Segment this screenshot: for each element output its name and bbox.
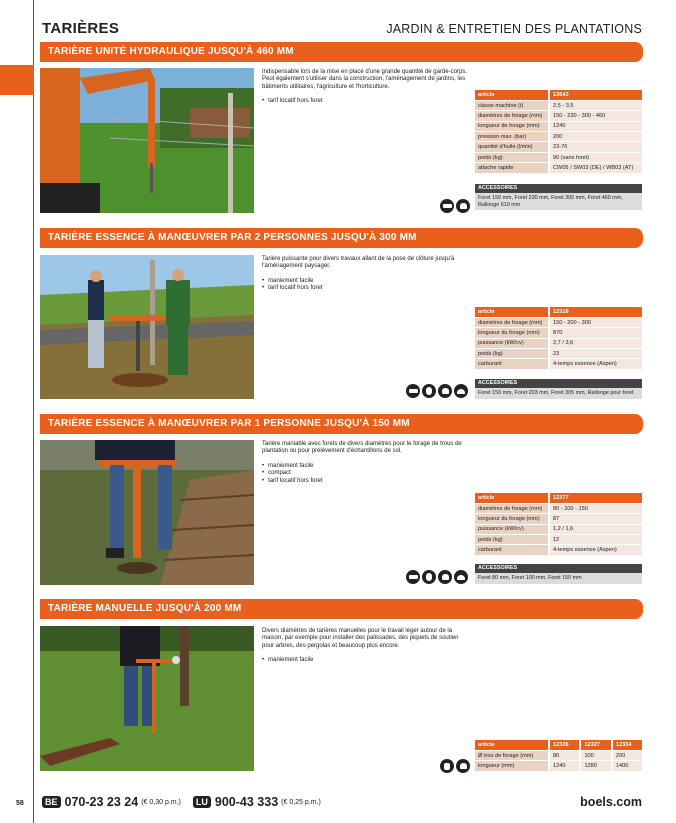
accessories-header: ACCESSOIRES [475, 564, 642, 573]
chapter-tab [0, 65, 34, 95]
spec-key: attache rapide [475, 163, 549, 173]
accessories-box [475, 564, 642, 584]
spec-key: longueur du forage (mm) [475, 514, 549, 524]
spec-value: 12327 [580, 740, 611, 750]
price-be: (€ 0,30 p.m.) [141, 798, 181, 806]
margin-rule [33, 0, 34, 823]
product-title-bar: TARIÈRE ESSENCE À MANŒUVRER PAR 1 PERSONNE JUSQU'À 150 MM [40, 414, 643, 434]
hand-icon [438, 570, 452, 584]
excavator-icon [406, 570, 420, 584]
spec-key: puissance (kW/cv) [475, 524, 549, 534]
spec-value: 200 [549, 132, 642, 142]
feature-list [262, 278, 472, 293]
description-text: Tarière maniable avec forets de divers diamètres pour le forage de trous de plantation ou pour prélèvement d'échantillons de sol. [262, 441, 462, 455]
country-badge-lu: LU [193, 796, 211, 808]
spec-value: 870 [549, 328, 642, 338]
spec-value: 4-temps essence (Aspen) [549, 359, 642, 369]
spec-key: diamètres de forage (mm) [475, 317, 549, 327]
excavator-icon [440, 199, 454, 213]
spec-key: longueur de forage (mm) [475, 121, 549, 131]
safety-icons [406, 384, 468, 398]
spec-table [475, 740, 642, 772]
spec-value: CW05 / SW03 (DE) / WB03 (AT) [549, 163, 642, 173]
page-number: 58 [16, 800, 24, 807]
description-text: Tarière puissante pour divers travaux allant de la pose de clôture jusqu'à l'aménagement paysager. [262, 256, 455, 270]
feature-item: • compact [262, 470, 472, 478]
hand-icon [456, 759, 470, 773]
spec-key: carburant [475, 359, 549, 369]
spec-key: poids (kg) [475, 152, 549, 162]
phone-be[interactable]: 070-23 23 24 [64, 795, 139, 809]
spec-key: longueur (mm) [475, 761, 549, 771]
country-badge-be: BE [42, 796, 61, 808]
spec-value: 1240 [549, 761, 580, 771]
spec-key: poids (kg) [475, 349, 549, 359]
spec-value: 80 - 100 - 150 [549, 503, 642, 513]
spec-key: diamètres de forage (mm) [475, 111, 549, 121]
spec-key: quantité d'huile (l/min) [475, 142, 549, 152]
description-text: Divers diamètres de tarières manuelles pour le travail léger autour de la maison, par exemple pour installer des palissades, des piquets de soutien pour arbres, des pergolas et beaucoup plus encore. [262, 628, 459, 649]
accessories-list: Foret 150 mm, Foret 203 mm, Foret 305 mm, Rallonge pour foret [475, 388, 642, 399]
spec-key: diamètres de forage (mm) [475, 503, 549, 513]
footer-contact [42, 795, 333, 809]
spec-key: Ø trou de forage (mm) [475, 750, 549, 760]
accessories-list: Foret 150 mm, Foret 230 mm, Foret 300 mm, Foret 460 mm, Rallonge 610 mm [475, 193, 642, 210]
spec-key: longueur du forage (mm) [475, 328, 549, 338]
spec-value: 150 - 230 - 300 - 460 [549, 111, 642, 121]
description-text: Indispensable lors de la mise en place d'une grande quantité de garde-corps. Peut également s'utiliser dans la construction, l'aménagement de jardins, les bâtiments utilitaires, l'agriculture et l'horticulture. [262, 69, 467, 90]
spec-value: 23 [549, 349, 642, 359]
feature-item: • maniement facile [262, 278, 472, 286]
product-title-bar: TARIÈRE MANUELLE JUSQU'À 200 MM [40, 599, 643, 619]
safety-icons [440, 199, 470, 213]
spec-value: 23-76 [549, 142, 642, 152]
product-photo-hydraulic-auger [40, 68, 254, 213]
spec-value: 2,7 / 3,6 [549, 338, 642, 348]
spec-value: 87 [549, 514, 642, 524]
spec-value: 100 [580, 750, 611, 760]
spec-table [475, 90, 642, 174]
phone-lu[interactable]: 900-43 333 [214, 795, 279, 809]
product-photo-manual-auger [40, 626, 254, 771]
spec-key: article [475, 493, 549, 503]
product-description [262, 69, 472, 106]
spec-value: 12377 [549, 493, 642, 503]
section-title: JARDIN & ENTRETIEN DES PLANTATIONS [386, 22, 642, 36]
spec-value: 4-temps essence (Aspen) [549, 545, 642, 555]
page-title: TARIÈRES [42, 20, 120, 37]
feature-list [262, 657, 472, 665]
spec-value: 12326 [549, 740, 580, 750]
spec-key: carburant [475, 545, 549, 555]
glove-icon [440, 759, 454, 773]
ear-protection-icon [422, 570, 436, 584]
feature-item: • tarif locatif hors foret [262, 285, 472, 293]
safety-icons [440, 759, 470, 773]
feature-item: • maniement facile [262, 657, 472, 665]
accessories-box [475, 379, 642, 399]
helmet-icon [454, 570, 468, 584]
spec-value: 150 - 200 - 300 [549, 317, 642, 327]
website-link[interactable]: boels.com [580, 795, 642, 809]
spec-value: 1240 [549, 121, 642, 131]
spec-value: 12318 [549, 307, 642, 317]
feature-list [262, 98, 472, 106]
spec-key: classe machine (t) [475, 100, 549, 110]
spec-key: puissance (kW/cv) [475, 338, 549, 348]
spec-value: 200 [612, 750, 642, 760]
spec-value: 2,5 - 3,5 [549, 100, 642, 110]
spec-key: article [475, 90, 549, 100]
spec-value: 1280 [580, 761, 611, 771]
feature-item: • tarif locatif hors foret [262, 478, 472, 486]
spec-value: 1,2 / 1,6 [549, 524, 642, 534]
spec-value: 1400 [612, 761, 642, 771]
excavator-icon [406, 384, 420, 398]
product-photo-one-person-auger [40, 440, 254, 585]
ear-protection-icon [422, 384, 436, 398]
spec-key: article [475, 307, 549, 317]
feature-list [262, 463, 472, 486]
spec-key: pression max. (bar) [475, 132, 549, 142]
spec-value: 80 [549, 750, 580, 760]
spec-value: 13643 [549, 90, 642, 100]
feature-item: • maniement facile [262, 463, 472, 471]
spec-key: article [475, 740, 549, 750]
accessories-list: Foret 80 mm, Foret 100 mm, Foret 150 mm [475, 573, 642, 584]
spec-value: 12 [549, 535, 642, 545]
accessories-box [475, 184, 642, 210]
price-lu: (€ 0,25 p.m.) [281, 798, 321, 806]
spec-key: poids (kg) [475, 535, 549, 545]
product-description [262, 256, 472, 293]
product-title-bar: TARIÈRE UNITÉ HYDRAULIQUE JUSQU'À 460 MM [40, 42, 643, 62]
product-title-bar: TARIÈRE ESSENCE À MANŒUVRER PAR 2 PERSONNES JUSQU'À 300 MM [40, 228, 643, 248]
spec-value: 12334 [612, 740, 642, 750]
accessories-header: ACCESSOIRES [475, 184, 642, 193]
hand-icon [456, 199, 470, 213]
spec-table [475, 493, 642, 556]
feature-item: • tarif locatif hors foret [262, 98, 472, 106]
spec-table [475, 307, 642, 370]
accessories-header: ACCESSOIRES [475, 379, 642, 388]
hand-icon [438, 384, 452, 398]
safety-icons [406, 570, 468, 584]
helmet-icon [454, 384, 468, 398]
product-description [262, 628, 472, 665]
spec-value: 90 (sans foret) [549, 152, 642, 162]
product-photo-two-person-auger [40, 255, 254, 399]
product-description [262, 441, 472, 486]
